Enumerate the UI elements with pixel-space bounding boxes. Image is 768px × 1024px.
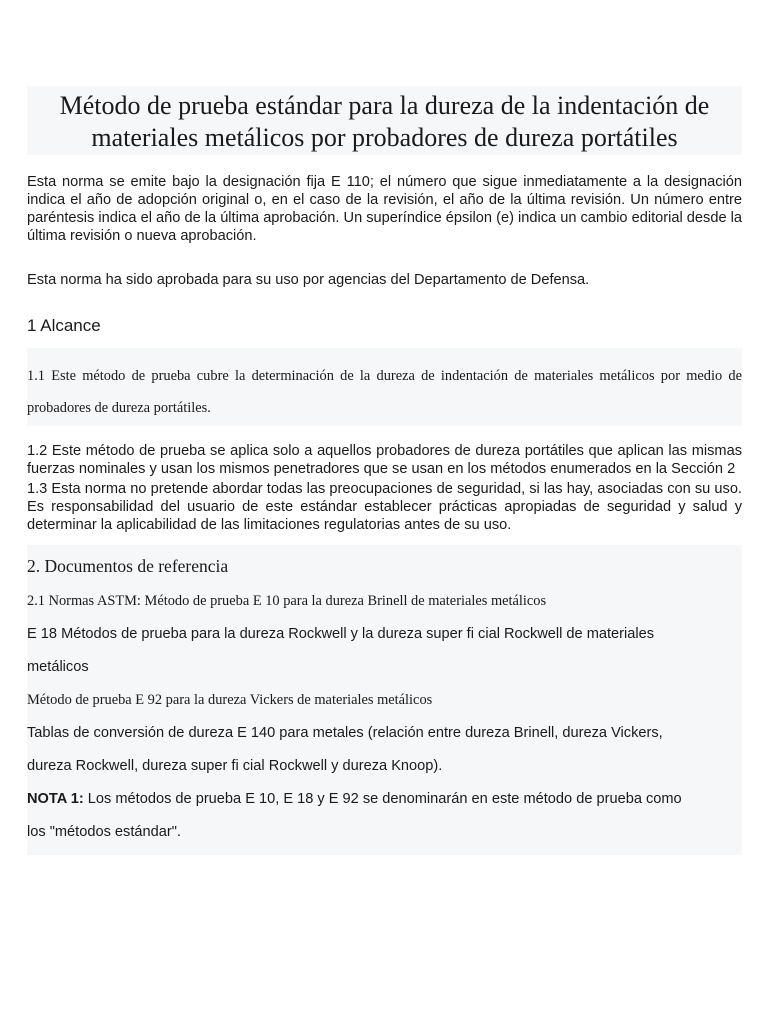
title-line-1: Método de prueba estándar para la dureza de la indentación de [59,91,710,120]
note-1-continuation: los "métodos estándar". [27,824,181,840]
reference-2-1: 2.1 Normas ASTM: Método de prueba E 10 para la dureza Brinell de materiales metálicos [27,593,547,609]
section-2-block [27,545,742,855]
note-1-text: Los métodos de prueba E 10, E 18 y E 92 se denominarán en este método de prueba como [83,791,682,807]
defensa-paragraph: Esta norma ha sido aprobada para su uso por agencias del Departamento de Defensa. [27,272,590,288]
note-1-label: NOTA 1: [27,791,84,807]
section-2-heading: 2. Documentos de referencia [27,556,229,576]
reference-e18-line-2: metálicos [27,659,89,675]
title-line-2: materiales metálicos por probadores de dureza portátiles [91,123,678,152]
document-page [27,86,742,855]
paragraph-1-2: 1.2 Este método de prueba se aplica solo a aquellos probadores de dureza portátiles que aplican las mismas fuerzas nominales y usan los mismos penetradores que se usan en los métodos enumerados en la Sección 2 [27,443,742,477]
reference-e18-line-1: E 18 Métodos de prueba para la dureza Rockwell y la dureza super fi cial Rockwell de materiales [27,626,655,642]
reference-e92: Método de prueba E 92 para la dureza Vickers de materiales metálicos [27,692,433,708]
paragraph-1-3: 1.3 Esta norma no pretende abordar todas las preocupaciones de seguridad, si las hay, asociadas con su uso. Es responsabilidad del usuario de este estándar establecer prácticas apropiadas de seguridad y salud y determinar la aplicabilidad de las limitaciones regulatorias antes de su uso. [27,481,742,533]
document-title [27,86,742,155]
intro-paragraph: Esta norma se emite bajo la designación fija E 110; el número que sigue inmediatamente a la designación indica el año de adopción original o, en el caso de la revisión, el año de la última revisión. Un número entre paréntesis indica el año de la última aprobación. Un superíndice épsilon (e) indica un cambio editorial desde la última revisión o nueva aprobación. [27,174,742,244]
note-1 [27,783,742,816]
reference-e140-line-1: Tablas de conversión de dureza E 140 para metales (relación entre dureza Brinell, dureza Vickers, [27,725,663,741]
paragraph-1-1: 1.1 Este método de prueba cubre la determinación de la dureza de indentación de materiales metálicos por medio de probadores de dureza portátiles. [27,348,742,426]
reference-e140-line-2: dureza Rockwell, dureza super fi cial Rockwell y dureza Knoop). [27,758,443,774]
section-1-heading: 1 Alcance [27,316,101,335]
